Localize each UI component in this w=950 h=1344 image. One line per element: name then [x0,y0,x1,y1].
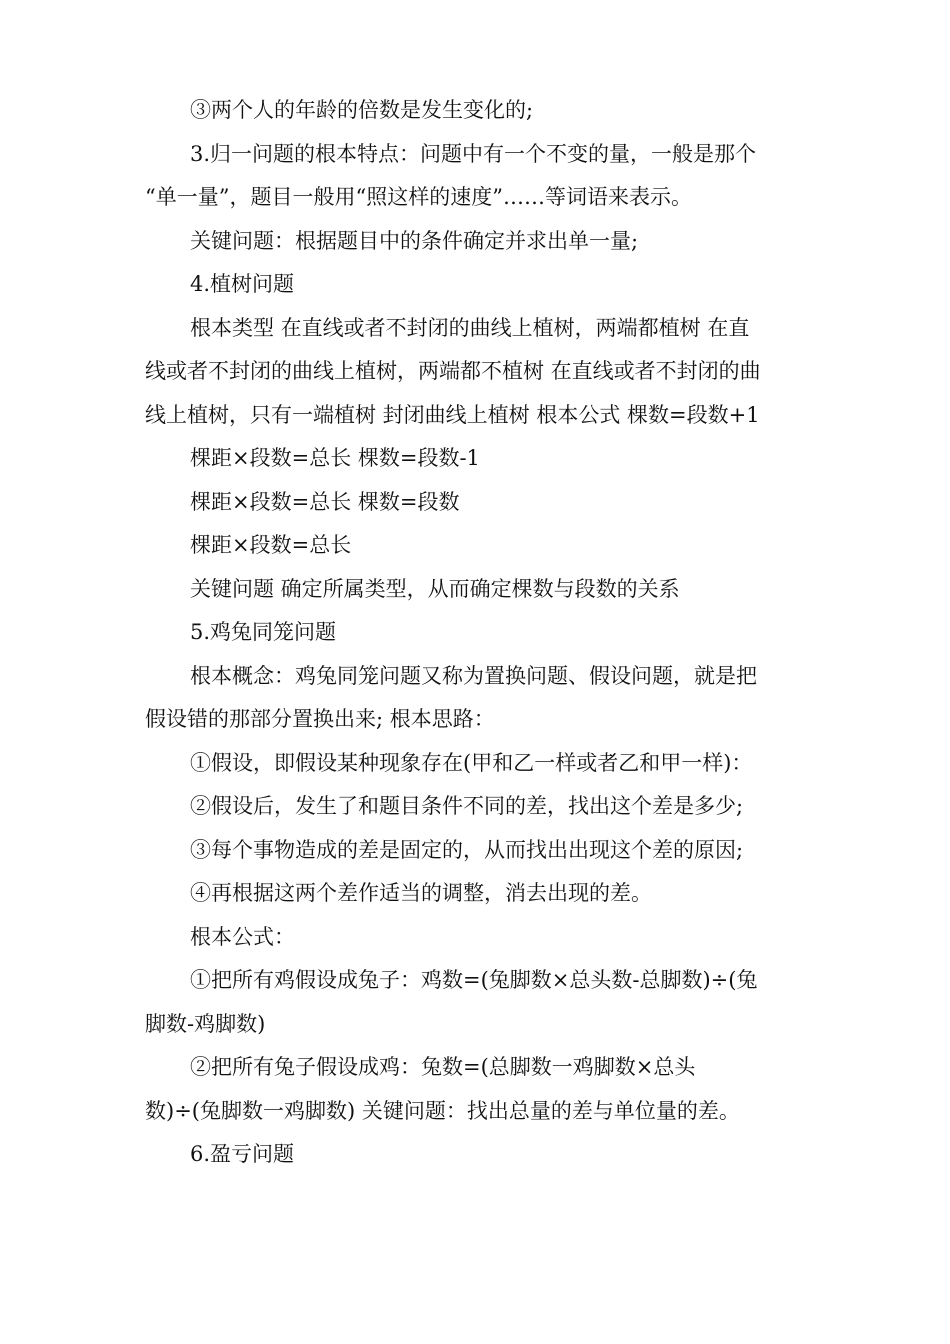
text-line: 根本公式： [190,925,295,949]
text-line: ③每个事物造成的差是固定的，从而找出出现这个差的原因; [190,838,744,862]
section-heading: 4.植树问题 [190,272,295,296]
text-line: ④再根据这两个差作适当的调整，消去出现的差。 [190,881,652,905]
text-line: ②把所有兔子假设成鸡：兔数=(总脚数一鸡脚数×总头 [190,1055,696,1079]
text-line: 棵距×段数=总长 棵数=段数-1 [190,446,480,470]
text-line: 根本概念：鸡兔同笼问题又称为置换问题、假设问题，就是把 [190,664,757,688]
text-line: 数)÷(兔脚数一鸡脚数) 关键问题：找出总量的差与单位量的差。 [145,1099,740,1123]
text-line: ①假设，即假设某种现象存在(甲和乙一样或者乙和甲一样)： [190,751,753,775]
text-line: 线或者不封闭的曲线上植树，两端都不植树 在直线或者不封闭的曲 [145,359,761,383]
text-line: ①把所有鸡假设成兔子：鸡数=(兔脚数×总头数-总脚数)÷(兔 [190,968,758,992]
section-heading: 5.鸡兔同笼问题 [190,620,337,644]
text-line: 假设错的那部分置换出来; 根本思路： [145,707,495,731]
text-line: 关键问题：根据题目中的条件确定并求出单一量; [190,229,639,253]
text-line: 关键问题 确定所属类型，从而确定棵数与段数的关系 [190,577,680,601]
text-line: 棵距×段数=总长 棵数=段数 [190,490,460,514]
text-line: 线上植树，只有一端植树 封闭曲线上植树 根本公式 棵数=段数+1 [145,403,760,427]
text-line: ③两个人的年龄的倍数是发生变化的; [190,98,534,122]
section-heading: 6.盈亏问题 [190,1142,295,1166]
text-line: 根本类型 在直线或者不封闭的曲线上植树，两端都植树 在直 [190,316,750,340]
text-line: 脚数-鸡脚数) [145,1012,266,1036]
text-line: ②假设后，发生了和题目条件不同的差，找出这个差是多少; [190,794,744,818]
text-line: 棵距×段数=总长 [190,533,352,557]
text-line: 3.归一问题的根本特点：问题中有一个不变的量，一般是那个 [190,142,757,166]
text-line: “单一量”，题目一般用“照这样的速度”……等词语来表示。 [145,185,692,209]
